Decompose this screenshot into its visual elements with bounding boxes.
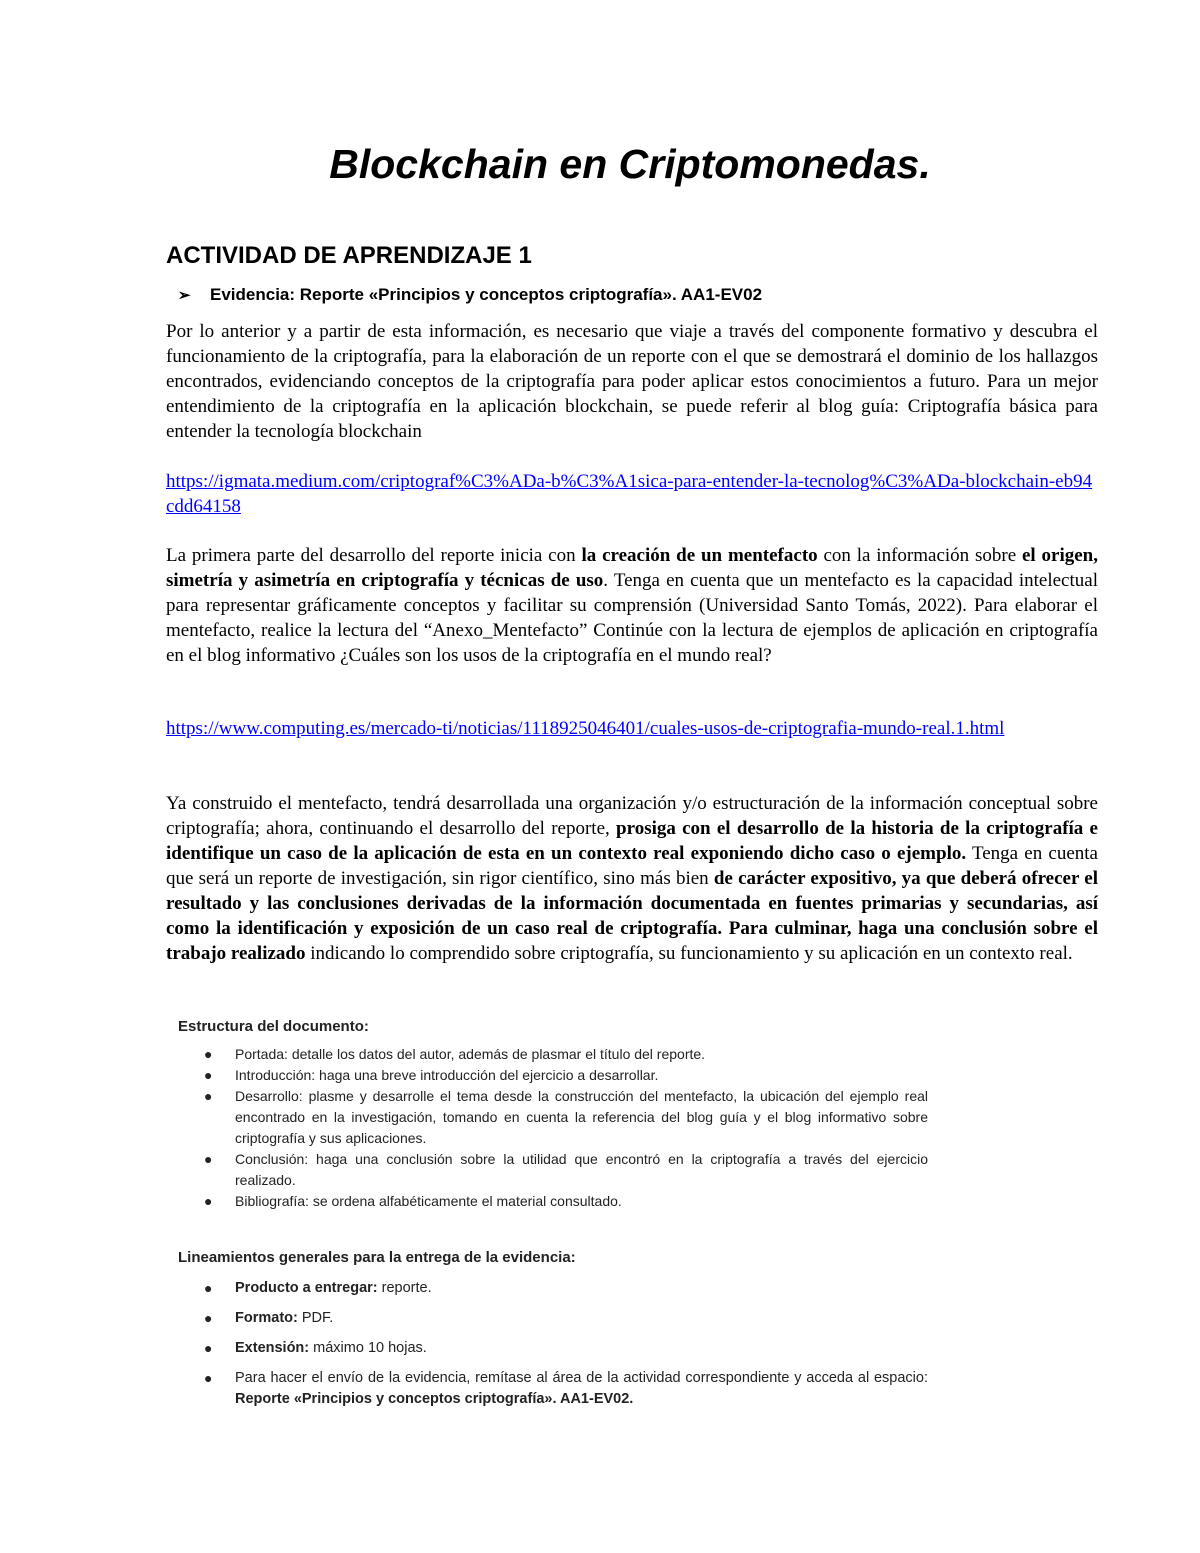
bullet-icon: ●	[204, 1088, 213, 1104]
blog-guide-link[interactable]: https://igmata.medium.com/criptograf%C3%ADa-b%C3%A1sica-para-entender-la-tecnolog%C3%ADa-blockchain-eb94cdd64158	[166, 471, 1093, 517]
document-title: Blockchain en Criptomonedas.	[329, 141, 931, 187]
item-bold-text: Reporte «Principios y conceptos criptografía». AA1-EV02.	[235, 1391, 634, 1407]
bullet-icon: ●	[204, 1370, 213, 1386]
bullet-icon: ●	[204, 1151, 213, 1167]
item-key: Producto a entregar:	[235, 1280, 378, 1296]
bold-run: prosiga con el desarrollo de la historia de la criptografía e identifique un caso de la aplicación de esta en un contexto real exponiendo dicho caso o ejemplo.	[166, 818, 1098, 864]
list-item	[178, 1278, 928, 1299]
activity-heading: ACTIVIDAD DE APRENDIZAJE 1	[166, 242, 532, 269]
lineamientos-section	[178, 1248, 928, 1419]
text-run: indicando lo comprendido sobre criptografía, su funcionamiento y su aplicación en un contexto real.	[305, 943, 1073, 964]
paragraph-intro: Por lo anterior y a partir de esta información, es necesario que viaje a través del componente formativo y descubra el funcionamiento de la criptografía, para la elaboración de un reporte con el que se demostrará el dominio de los hallazgos encontrados, evidenciando conceptos de la criptografía para poder aplicar estos conocimientos a futuro. Para un mejor entendimiento de la criptografía en la aplicación blockchain, se puede referir al blog guía: Criptografía básica para entender la tecnología blockchain	[166, 321, 1098, 442]
list-item	[178, 1338, 928, 1359]
text-run: Tenga en cuenta que será un reporte de investigación, sin rigor científico, sino más bien	[166, 843, 1098, 889]
lineamientos-list	[178, 1278, 928, 1410]
text-run: Ya construido el mentefacto, tendrá desarrollada una organización y/o estructuración de la información conceptual sobre criptografía; ahora, continuando el desarrollo del reporte,	[166, 793, 1098, 839]
list-item-text: Conclusión: haga una conclusión sobre la utilidad que encontró en la criptografía a través del ejercicio realizado.	[235, 1151, 928, 1188]
list-item	[178, 1368, 928, 1410]
list-item-text: Introducción: haga una breve introducción del ejercicio a desarrollar.	[235, 1067, 659, 1083]
evidence-text: Evidencia: Reporte «Principios y conceptos criptografía». AA1-EV02	[210, 285, 763, 304]
lineamientos-title: Lineamientos generales para la entrega de la evidencia:	[178, 1249, 576, 1266]
list-item	[178, 1308, 928, 1329]
list-item	[178, 1191, 928, 1212]
bullet-icon: ●	[204, 1067, 213, 1083]
bullet-icon: ●	[204, 1046, 213, 1062]
list-item	[178, 1065, 928, 1086]
item-value: máximo 10 hojas.	[309, 1340, 427, 1356]
item-value: PDF.	[297, 1310, 334, 1326]
bullet-icon: ●	[204, 1340, 213, 1356]
arrow-bullet-icon: ➢	[178, 287, 191, 304]
bold-run: de carácter expositivo, ya que deberá ofrecer el resultado y las conclusiones derivadas de la información documentada en fuentes primarias y secundarias, así como la identificación y exposición de un caso real de criptografía. Para culminar, haga una conclusión sobre el trabajo realizado	[166, 868, 1098, 964]
item-text: Para hacer el envío de la evidencia, remítase al área de la actividad correspondiente y acceda al espacio:	[235, 1370, 928, 1386]
list-item-text: Bibliografía: se ordena alfabéticamente el material consultado.	[235, 1193, 622, 1209]
paragraph-mentefacto	[166, 543, 1098, 668]
text-run: La primera parte del desarrollo del reporte inicia con	[166, 545, 582, 566]
computing-article-link[interactable]: https://www.computing.es/mercado-ti/noticias/1118925046401/cuales-usos-de-criptografia-mundo-real.1.html	[166, 718, 1005, 739]
text-run: con la información sobre	[817, 545, 1022, 566]
bullet-icon: ●	[204, 1193, 213, 1209]
bullet-icon: ●	[204, 1310, 213, 1326]
item-key: Extensión:	[235, 1340, 310, 1356]
list-item	[178, 1149, 928, 1191]
list-item	[178, 1086, 928, 1149]
item-value: reporte.	[377, 1280, 432, 1296]
evidence-line	[178, 283, 762, 308]
paragraph-desarrollo	[166, 791, 1098, 966]
text-run: . Tenga en cuenta que un mentefacto es la capacidad intelectual para representar gráficamente conceptos y facilitar su comprensión (Universidad Santo Tomás, 2022). Para elaborar el mentefacto, realice la lectura del “Anexo_Mentefacto” Continúe con la lectura de ejemplos de aplicación en criptografía en el blog informativo ¿Cuáles son los usos de la criptografía en el mundo real?	[166, 570, 1098, 666]
list-item-text: Portada: detalle los datos del autor, además de plasmar el título del reporte.	[235, 1046, 706, 1062]
estructura-title: Estructura del documento:	[178, 1018, 369, 1035]
bold-run: la creación de un mentefacto	[581, 545, 818, 566]
bold-run: el origen, simetría y asimetría en criptografía y técnicas de uso	[166, 545, 1098, 591]
estructura-section	[178, 1017, 928, 1212]
estructura-list	[178, 1044, 928, 1212]
bullet-icon: ●	[204, 1280, 213, 1296]
list-item-text: Desarrollo: plasme y desarrolle el tema desde la construcción del mentefacto, la ubicación del ejemplo real encontrado en la investigación, tomando en cuenta la referencia del blog guía y el blog informativo sobre criptografía y sus aplicaciones.	[235, 1088, 928, 1146]
list-item	[178, 1044, 928, 1065]
item-key: Formato:	[235, 1310, 298, 1326]
